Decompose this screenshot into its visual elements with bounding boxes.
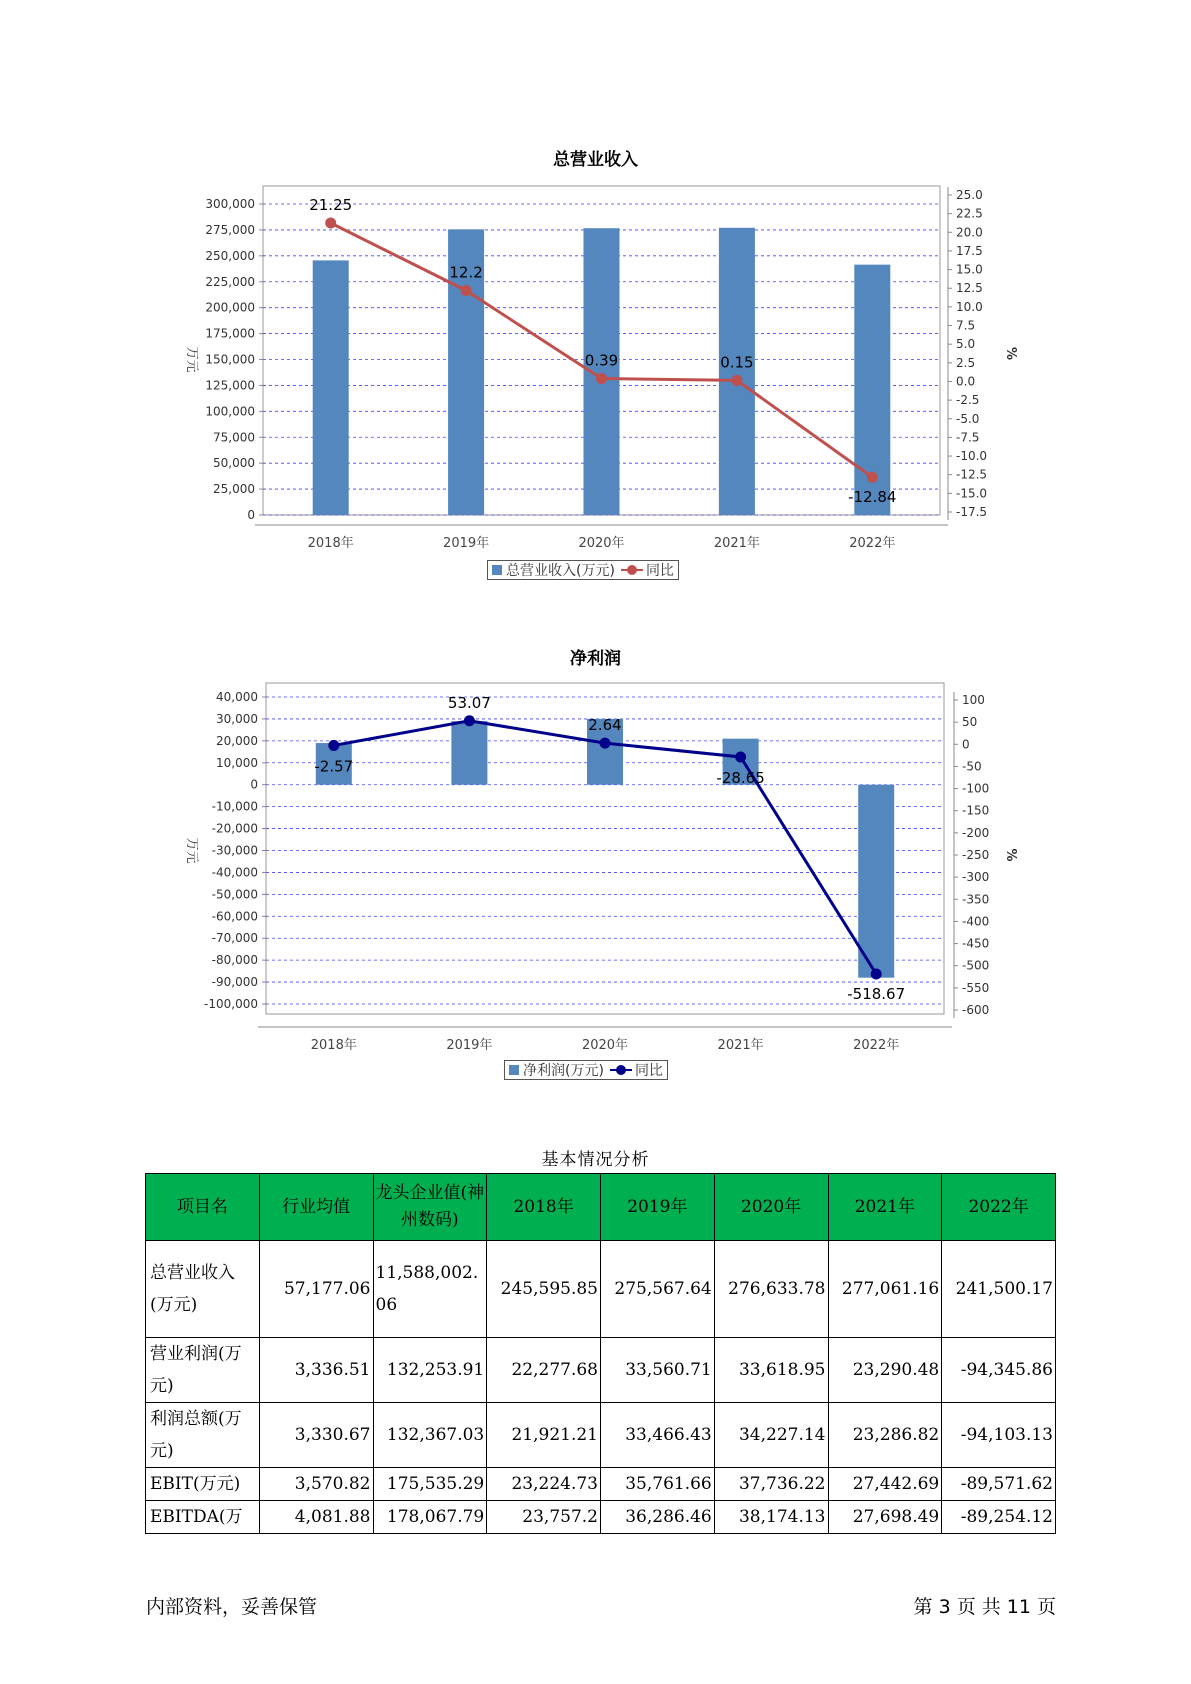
y2-tick-label: -400 (962, 914, 990, 929)
header-cell: 2022年 (942, 1174, 1056, 1241)
y-tick-label: 0 (247, 508, 255, 522)
data-label: -28.65 (716, 768, 765, 787)
y2-tick-label: -300 (962, 870, 990, 885)
header-cell: 2019年 (601, 1174, 715, 1241)
chart1-legend-bar: 总营业收入(万元) (506, 563, 615, 579)
chart1-title: 总营业收入 (553, 150, 638, 170)
table-cell: 3,336.51 (259, 1338, 373, 1403)
y2-tick-label: 50 (962, 715, 978, 730)
analysis-table (145, 1173, 1056, 1534)
y-tick-label: 150,000 (205, 352, 255, 367)
y2-tick-label: 0 (962, 737, 970, 752)
y2-tick-label: -2.5 (956, 393, 980, 408)
y-tick-label: 250,000 (205, 248, 255, 263)
y-tick-label: 20,000 (216, 733, 258, 748)
table-cell: 175,535.29 (373, 1468, 487, 1501)
y2-tick-label: 0.0 (956, 374, 976, 389)
y-tick-label: -40,000 (211, 865, 258, 880)
data-label: -12.84 (848, 488, 897, 507)
y-tick-label: -50,000 (211, 887, 258, 902)
row-label: EBITDA(万 (146, 1501, 260, 1534)
y-tick-label: 75,000 (213, 430, 255, 445)
y2-tick-label: -10.0 (956, 449, 988, 464)
x-tick-label: 2020年 (581, 1038, 629, 1053)
y-axis-title: 万元 (184, 346, 199, 373)
header-cell: 行业均值 (259, 1174, 373, 1241)
y2-tick-label: -200 (962, 825, 990, 840)
yoy-point (464, 715, 475, 726)
table-cell: 23,290.48 (828, 1338, 942, 1403)
y-tick-label: -70,000 (211, 931, 258, 946)
y-tick-label: 50,000 (213, 456, 255, 471)
y-tick-label: -30,000 (211, 843, 258, 858)
chart1-legend-line: 同比 (645, 563, 674, 579)
y2-tick-label: 2.5 (956, 355, 976, 370)
table-row (146, 1468, 1056, 1501)
y2-tick-label: 100 (962, 693, 985, 707)
y-tick-label: -100,000 (204, 997, 258, 1011)
y-tick-label: -90,000 (211, 975, 258, 990)
y2-tick-label: -12.5 (956, 467, 988, 482)
data-label: -2.57 (314, 757, 354, 776)
yoy-point (600, 738, 611, 749)
x-tick-label: 2019年 (446, 1038, 493, 1053)
y2-tick-label: -5.0 (956, 411, 980, 426)
x-tick-label: 2018年 (310, 1038, 357, 1053)
data-label: 0.39 (584, 351, 619, 370)
y2-tick-label: 5.0 (956, 337, 976, 352)
data-label: 2.64 (588, 716, 622, 735)
y-tick-label: 200,000 (205, 300, 255, 315)
chart2-legend (504, 1060, 668, 1080)
table-cell: -94,345.86 (942, 1338, 1056, 1403)
table-header-row (146, 1174, 1056, 1241)
table-cell: 3,570.82 (259, 1468, 373, 1501)
data-label: 12.2 (449, 263, 483, 282)
y-tick-label: -80,000 (211, 953, 258, 968)
table-cell: 23,286.82 (828, 1403, 942, 1468)
bar (858, 785, 894, 978)
y2-tick-label: -7.5 (956, 430, 980, 445)
table-cell: -89,254.12 (942, 1501, 1056, 1534)
table-cell: 35,761.66 (601, 1468, 715, 1501)
y-tick-label: 40,000 (216, 690, 258, 704)
y2-tick-label: -500 (962, 958, 990, 973)
y2-tick-label: 10.0 (956, 299, 983, 314)
table-title: 基本情况分析 (541, 1150, 650, 1170)
y2-tick-label: -550 (962, 980, 990, 995)
table-cell: 34,227.14 (714, 1403, 828, 1468)
table-cell: 27,698.49 (828, 1501, 942, 1534)
table-row (146, 1338, 1056, 1403)
y2-tick-label: 25.0 (956, 188, 983, 202)
table-cell: 22,277.68 (487, 1338, 601, 1403)
y2-axis-title: % (1003, 848, 1018, 862)
y-tick-label: 175,000 (205, 326, 255, 341)
yoy-point (735, 751, 746, 762)
y2-tick-label: 22.5 (956, 206, 983, 221)
table-cell: 38,174.13 (714, 1501, 828, 1534)
chart2-legend-bar: 净利润(万元) (523, 1063, 604, 1079)
y2-tick-label: 15.0 (956, 262, 983, 277)
table-cell: 33,560.71 (601, 1338, 715, 1403)
row-label: 利润总额(万元) (146, 1403, 260, 1468)
header-cell: 2020年 (714, 1174, 828, 1241)
x-tick-label: 2020年 (578, 536, 625, 551)
y2-tick-label: -100 (962, 781, 990, 796)
table-cell: 245,595.85 (487, 1241, 601, 1338)
chart2-title: 净利润 (570, 649, 621, 669)
y2-tick-label: -150 (962, 803, 990, 818)
table-row (146, 1241, 1056, 1338)
table-cell: 277,061.16 (828, 1241, 942, 1338)
y2-tick-label: 17.5 (956, 243, 983, 258)
table-cell: -94,103.13 (942, 1403, 1056, 1468)
table-cell: 36,286.46 (601, 1501, 715, 1534)
y2-tick-label: -350 (962, 892, 990, 907)
x-tick-label: 2021年 (717, 1038, 764, 1053)
table-cell: 23,224.73 (487, 1468, 601, 1501)
data-label: 53.07 (447, 693, 491, 712)
header-cell: 项目名 (146, 1174, 260, 1241)
table-cell: -89,571.62 (942, 1468, 1056, 1501)
y2-tick-label: -600 (962, 1003, 990, 1017)
table-cell: 3,330.67 (259, 1403, 373, 1468)
y2-tick-label: -250 (962, 848, 990, 862)
footer-right: 第 3 页 共 11 页 (913, 1596, 1056, 1618)
table-cell: 11,588,002.06 (373, 1241, 487, 1338)
row-label: 营业利润(万元) (146, 1338, 260, 1403)
data-label: 21.25 (309, 195, 353, 214)
table-cell: 132,367.03 (373, 1403, 487, 1468)
y2-tick-label: 7.5 (956, 318, 976, 333)
y-tick-label: 0 (250, 777, 258, 792)
table-cell: 276,633.78 (714, 1241, 828, 1338)
y-tick-label: 225,000 (205, 274, 255, 289)
y2-tick-label: -450 (962, 936, 990, 951)
yoy-point (328, 740, 339, 751)
y2-tick-label: -15.0 (956, 486, 988, 501)
x-tick-label: 2021年 (713, 536, 760, 551)
y2-tick-label: -17.5 (956, 505, 988, 519)
table-cell: 57,177.06 (259, 1241, 373, 1338)
table-cell: 21,921.21 (487, 1403, 601, 1468)
y2-tick-label: -50 (962, 759, 982, 774)
row-label: 总营业收入(万元) (146, 1241, 260, 1338)
bar (451, 721, 487, 785)
y-tick-label: -10,000 (211, 799, 258, 814)
y-tick-label: 300,000 (205, 197, 255, 211)
table-cell: 275,567.64 (601, 1241, 715, 1338)
table-cell: 23,757.2 (487, 1501, 601, 1534)
table-row (146, 1403, 1056, 1468)
table-cell: 33,466.43 (601, 1403, 715, 1468)
x-tick-label: 2022年 (849, 536, 896, 551)
table-cell: 4,081.88 (259, 1501, 373, 1534)
table-cell: 132,253.91 (373, 1338, 487, 1403)
header-cell: 龙头企业值(神州数码) (373, 1174, 487, 1241)
y-tick-label: -60,000 (211, 909, 258, 924)
header-cell: 2021年 (828, 1174, 942, 1241)
y2-axis-title: % (1003, 346, 1018, 361)
y-tick-label: 125,000 (205, 378, 255, 393)
legend-bar-swatch (509, 1065, 519, 1075)
legend-line-swatch (610, 1065, 632, 1075)
x-tick-label: 2022年 (853, 1038, 900, 1053)
y-tick-label: 10,000 (216, 755, 258, 770)
y-tick-label: 25,000 (213, 482, 255, 497)
table-cell: 27,442.69 (828, 1468, 942, 1501)
y-axis-title: 万元 (184, 837, 199, 864)
table-cell: 241,500.17 (942, 1241, 1056, 1338)
table-cell: 37,736.22 (714, 1468, 828, 1501)
x-tick-label: 2019年 (443, 536, 490, 551)
x-tick-label: 2018年 (307, 536, 354, 551)
y2-tick-label: 12.5 (956, 281, 983, 296)
y-tick-label: -20,000 (211, 821, 258, 836)
table-row (146, 1501, 1056, 1534)
data-label: 0.15 (720, 353, 754, 372)
row-label: EBIT(万元) (146, 1468, 260, 1501)
chart2-legend-line: 同比 (634, 1063, 663, 1079)
yoy-point (871, 968, 882, 979)
y-tick-label: 275,000 (205, 222, 255, 237)
table-cell: 33,618.95 (714, 1338, 828, 1403)
y-tick-label: 100,000 (205, 404, 255, 419)
footer-left: 内部资料，妥善保管 (146, 1596, 318, 1618)
table-cell: 178,067.79 (373, 1501, 487, 1534)
data-label: -518.67 (847, 984, 906, 1003)
y-tick-label: 30,000 (216, 711, 258, 726)
header-cell: 2018年 (487, 1174, 601, 1241)
y2-tick-label: 20.0 (956, 225, 983, 240)
